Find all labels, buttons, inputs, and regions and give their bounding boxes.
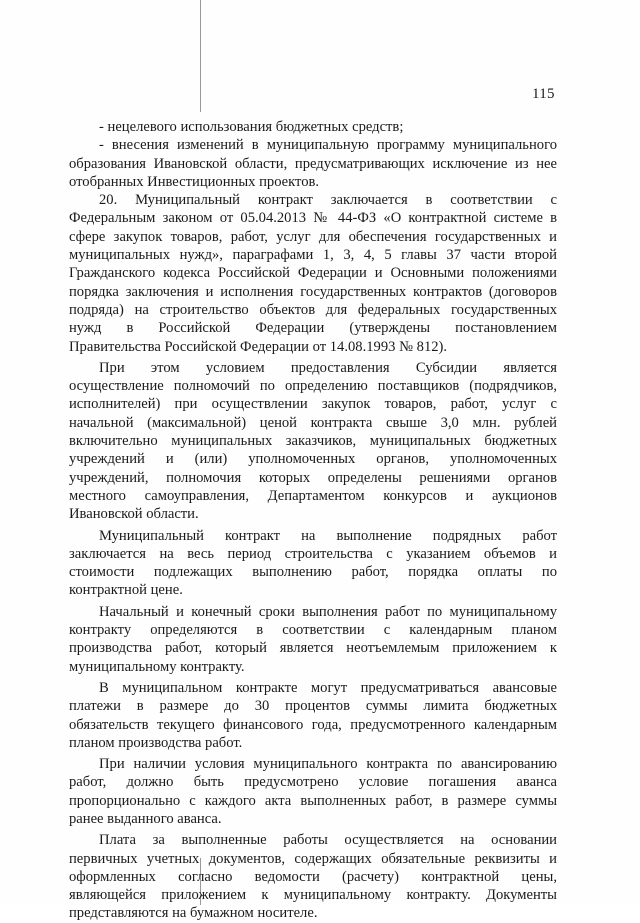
text-line: - нецелевого использования бюджетных средств; [99,119,404,135]
text-line: заключается на весь период строительства с указанием объемов и [69,545,557,562]
text-line: стоимости подлежащих выполнению работ, порядка оплаты по [69,564,557,581]
text-line: Правительства Российской Федерации от 14.08.1993 № 812). [69,338,448,355]
text-line: работ, должно быть предусмотрено условие погашения аванса [69,774,557,791]
text-line: платежи в размере до 30 процентов суммы лимита бюджетных [69,698,557,715]
text-line: При этом условием предоставления Субсидии является [99,359,557,376]
text-line: планом производства работ. [69,734,243,751]
text-line: отобранных Инвестиционных проектов. [69,173,320,190]
text-line: контракту определяются в соответствии с календарным планом [69,622,557,639]
text-line: 20. Муниципальный контракт заключается в соответствии с [99,192,557,209]
text-line: начальной (максимальной) ценой контракта свыше 3,0 млн. рублей [69,414,557,431]
text-line: местного самоуправления, Департаментом конкурсов и аукционов [69,487,557,504]
document-body [69,118,557,923]
text-line: производства работ, который является неотъемлемым приложением к [69,640,557,657]
text-line: образования Ивановской области, предусматривающих исключение из нее [69,155,557,172]
text-line: оформленных согласно ведомости (расчету) контрактной цены, [69,868,557,885]
text-line: муниципальных нужд», параграфами 1, 3, 4, 5 главы 37 части второй [69,247,557,264]
page-number: 115 [532,86,555,102]
text-line: Ивановской области. [69,506,199,523]
text-line: сфере закупок товаров, работ, услуг для обеспечения государственных и [69,228,557,245]
text-line: подряда) на строительство объектов для федеральных государственных [69,301,557,318]
text-line: порядка заключения и исполнения государственных контрактов (договоров [69,283,557,300]
text-line: - внесения изменений в муниципальную программу муниципального [99,137,557,154]
text-line: Федеральным законом от 05.04.2013 № 44-ФЗ «О контрактной системе в [69,210,557,227]
text-line: В муниципальном контракте могут предусматриваться авансовые [99,679,557,696]
text-line: исполнителей) при осуществлении закупок товаров, работ, услуг с [69,396,557,413]
text-line: Гражданского кодекса Российской Федерации и Основными положениями [69,265,557,282]
text-line: первичных учетных документов, содержащих обязательные реквизиты и [69,850,557,867]
text-line: включительно муниципальных заказчиков, муниципальных бюджетных [69,433,557,450]
binding-margin-line-top [200,0,201,112]
text-line: представляются на бумажном носителе. [69,905,318,922]
text-line: обязательств текущего финансового года, предусмотренного календарным [69,716,557,733]
text-line: Муниципальный контракт на выполнение подрядных работ [99,527,557,544]
text-line: При наличии условия муниципального контракта по авансированию [99,756,557,773]
text-line: Начальный и конечный сроки выполнения работ по муниципальному [99,603,557,620]
text-line: являющейся приложением к муниципальному контракту. Документы [69,887,557,904]
text-line: нужд в Российской Федерации (утверждены постановлением [69,320,557,337]
text-line: Плата за выполненные работы осуществляется на основании [99,832,557,849]
text-line: муниципальному контракту. [69,658,245,675]
text-line: пропорционально с каждого акта выполненных работ, в размере суммы [69,792,557,809]
text-line: учреждений, полномочия которых определены решениями органов [69,469,557,486]
text-line: ранее выданного аванса. [69,810,222,827]
text-line: осуществление полномочий по определению поставщиков (подрядчиков, [69,378,557,395]
text-line: контрактной цене. [69,582,183,599]
text-line: учреждений и (или) уполномоченных органов, уполномоченных [69,451,557,468]
